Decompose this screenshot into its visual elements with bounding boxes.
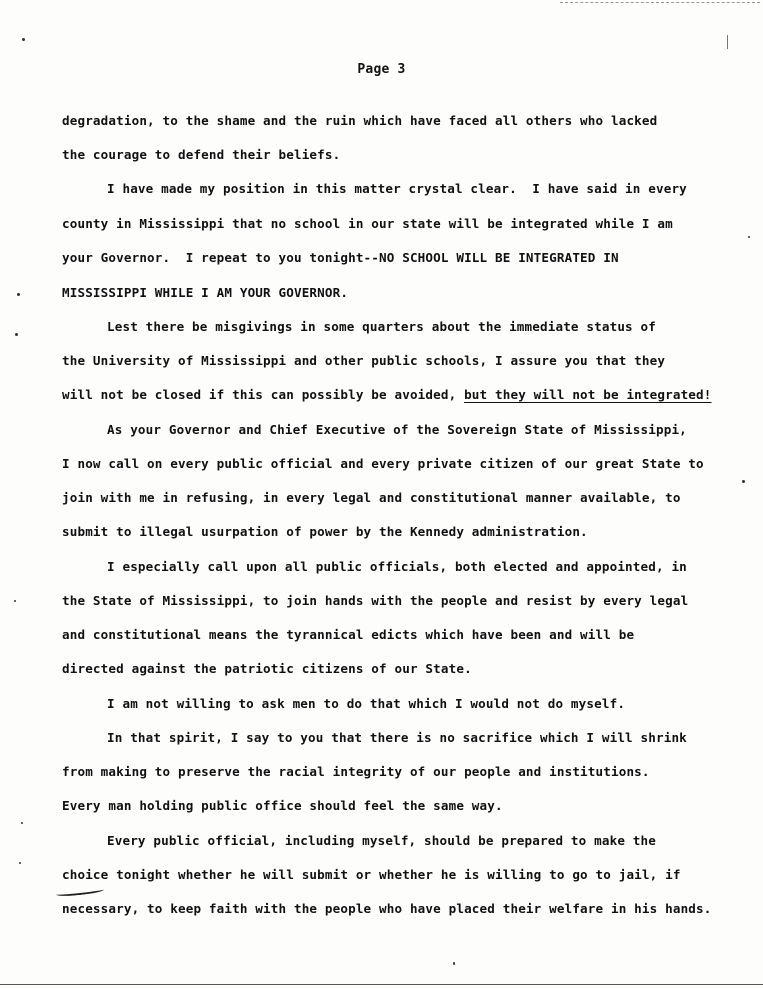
text-line-4: county in Mississippi that no school in our state will be integrated while I am <box>62 216 673 231</box>
scan-speck <box>22 38 25 41</box>
scan-speck <box>21 822 23 824</box>
text-line-21: Every man holding public office should feel the same way. <box>62 798 503 813</box>
scan-speck <box>742 480 745 483</box>
text-line-1: degradation, to the shame and the ruin which have faced all others who lacked <box>62 113 658 128</box>
text-line-13: submit to illegal usurpation of power by the Kennedy administration. <box>62 524 588 539</box>
scan-speck <box>748 236 750 238</box>
paragraph-start-line: Lest there be misgivings in some quarters about the immediate status of <box>107 319 656 334</box>
text-line-6: MISSISSIPPI WHILE I AM YOUR GOVERNOR. <box>62 285 349 300</box>
text-line-8: the University of Mississippi and other public schools, I assure you that they <box>62 353 666 368</box>
text-line-23: choice tonight whether he will submit or whether he is willing to go to jail, if <box>62 867 681 882</box>
text-line-9 <box>62 387 712 403</box>
scan-speck <box>15 333 18 336</box>
paragraph-start-line: In that spirit, I say to you that there is no sacrifice which I will shrink <box>107 730 687 745</box>
handwritten-margin-mark <box>56 887 104 898</box>
paragraph-start-line: As your Governor and Chief Executive of the Sovereign State of Mississippi, <box>107 422 687 437</box>
text-line-24: necessary, to keep faith with the people who have placed their welfare in his hands. <box>62 901 712 916</box>
text-line-11: I now call on every public official and every private citizen of our great State to <box>62 456 704 471</box>
paragraph-start-line: Every public official, including myself, should be prepared to make the <box>107 833 656 848</box>
text-line-12: join with me in refusing, in every legal and constitutional manner available, to <box>62 490 681 505</box>
text-line-2: the courage to defend their beliefs. <box>62 147 341 162</box>
text-segment: will not be closed if this can possibly be avoided, <box>62 387 465 402</box>
paragraph-start-line: I especially call upon all public officials, both elected and appointed, in <box>107 559 687 574</box>
text-line-20: from making to preserve the racial integrity of our people and institutions. <box>62 764 650 779</box>
paragraph-start-line: I am not willing to ask men to do that which I would not do myself. <box>107 696 626 711</box>
scan-artifact-top-edge <box>560 2 760 4</box>
page-number: Page 3 <box>357 62 406 77</box>
text-line-15: the State of Mississippi, to join hands with the people and resist by every legal <box>62 593 689 608</box>
scan-speck <box>19 862 21 864</box>
text-line-5: your Governor. I repeat to you tonight--NO SCHOOL WILL BE INTEGRATED IN <box>62 250 619 265</box>
scan-speck <box>17 293 20 296</box>
page-bottom-edge <box>0 984 763 985</box>
underlined-emphasis: but they will not be integrated! <box>464 387 712 402</box>
scan-speck <box>453 962 455 965</box>
scan-speck <box>14 600 16 602</box>
text-line-17: directed against the patriotic citizens of our State. <box>62 661 472 676</box>
paragraph-start-line: I have made my position in this matter crystal clear. I have said in every <box>107 181 687 196</box>
text-line-16: and constitutional means the tyrannical edicts which have been and will be <box>62 627 635 642</box>
scan-artifact-mark <box>727 35 728 49</box>
